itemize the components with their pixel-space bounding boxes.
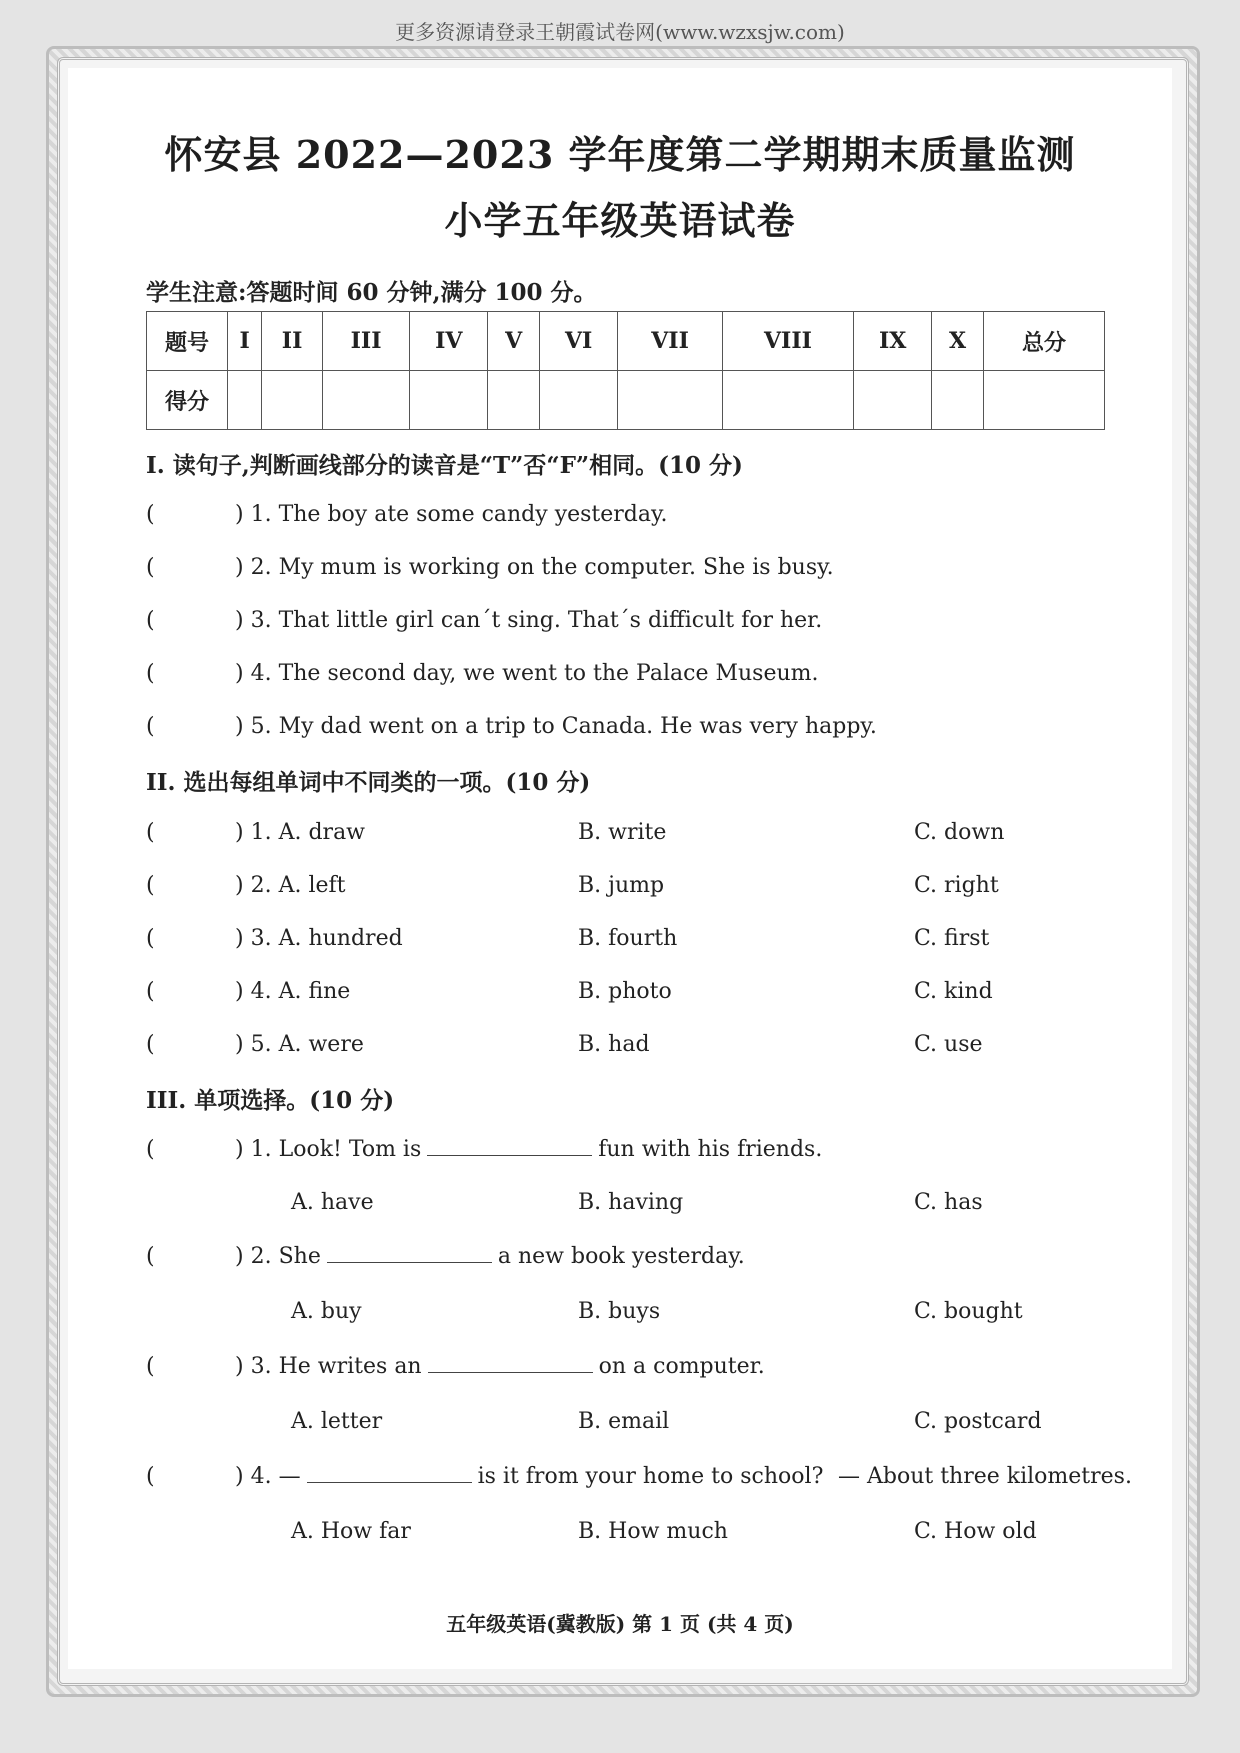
question-number: 5. — [250, 1032, 272, 1057]
answer-bracket-open[interactable]: ( — [146, 661, 155, 686]
option-a: A. letter — [291, 1409, 383, 1434]
answer-bracket-open[interactable]: ( — [146, 608, 155, 633]
question-text: My mum is working on the computer. She is busy. — [278, 555, 834, 580]
option-b: B. How much — [578, 1519, 728, 1544]
question-text-after-blank: fun with his friends. — [598, 1137, 823, 1162]
fill-in-blank[interactable] — [428, 1354, 593, 1373]
score-cell[interactable] — [540, 371, 618, 430]
option-a: A. buy — [291, 1299, 362, 1324]
score-col-10: X — [932, 312, 984, 371]
question-number: 4. — [250, 1464, 272, 1489]
option-b: B. buys — [578, 1299, 661, 1324]
answer-bracket-close: ) — [235, 1032, 244, 1057]
question-text: The boy ate some candy yesterday. — [278, 502, 668, 527]
fill-in-blank[interactable] — [427, 1137, 592, 1156]
option-a: A. fine — [278, 979, 351, 1004]
question-number: 2. — [250, 1244, 272, 1269]
score-col-8: VIII — [722, 312, 853, 371]
answer-bracket-close: ) — [235, 926, 244, 951]
option-a: A. left — [278, 873, 346, 898]
s3-question-2 — [146, 1244, 745, 1269]
s2-question-1 — [146, 820, 365, 845]
question-number: 1. — [250, 502, 272, 527]
option-c: C. right — [914, 873, 999, 898]
s1-question-3 — [146, 608, 822, 633]
question-number-label: 题号 — [147, 312, 228, 371]
option-a: A. have — [291, 1190, 374, 1215]
score-cell[interactable] — [722, 371, 853, 430]
score-col-3: III — [322, 312, 409, 371]
option-c: C. How old — [914, 1519, 1037, 1544]
page-footer: 五年级英语(冀教版) 第 1 页 (共 4 页) — [446, 1612, 794, 1636]
score-col-2: II — [262, 312, 323, 371]
score-cell[interactable] — [410, 371, 488, 430]
exam-title: 怀安县 2022—2023 学年度第二学期期末质量监测 — [164, 132, 1076, 177]
student-note: 学生注意:答题时间 60 分钟,满分 100 分。 — [146, 279, 597, 306]
question-text-before-blank: She — [278, 1244, 321, 1269]
score-cell[interactable] — [262, 371, 323, 430]
question-text-after-blank: on a computer. — [598, 1354, 765, 1379]
answer-bracket-close: ) — [235, 1354, 244, 1379]
answer-bracket-close: ) — [235, 979, 244, 1004]
option-b: B. jump — [578, 873, 665, 898]
option-a: A. hundred — [278, 926, 403, 951]
score-col-9: IX — [854, 312, 932, 371]
answer-bracket-open[interactable]: ( — [146, 1244, 155, 1269]
question-number: 2. — [250, 873, 272, 898]
question-number: 1. — [250, 820, 272, 845]
s1-question-2 — [146, 555, 834, 580]
score-cell[interactable] — [488, 371, 540, 430]
question-text-before-blank: Look! Tom is — [278, 1137, 422, 1162]
score-cell[interactable] — [932, 371, 984, 430]
answer-bracket-close: ) — [235, 714, 244, 739]
score-cell[interactable] — [228, 371, 262, 430]
exam-subtitle: 小学五年级英语试卷 — [444, 198, 796, 243]
score-col-7: VII — [618, 312, 723, 371]
question-number: 5. — [250, 714, 272, 739]
option-c: C. has — [914, 1190, 983, 1215]
section-1-heading: I. 读句子,判断画线部分的读音是“T”否“F”相同。(10 分) — [146, 452, 743, 479]
s2-question-4 — [146, 979, 350, 1004]
option-c: C. kind — [914, 979, 993, 1004]
section-2-heading: II. 选出每组单词中不同类的一项。(10 分) — [146, 769, 591, 796]
answer-bracket-close: ) — [235, 873, 244, 898]
answer-bracket-open[interactable]: ( — [146, 1464, 155, 1489]
s3-question-3 — [146, 1354, 765, 1379]
option-a: A. draw — [278, 820, 366, 845]
option-b: B. having — [578, 1190, 684, 1215]
option-c: C. postcard — [914, 1409, 1042, 1434]
answer-bracket-open[interactable]: ( — [146, 555, 155, 580]
score-cell[interactable] — [322, 371, 409, 430]
answer-bracket-close: ) — [235, 1464, 244, 1489]
option-a: A. were — [278, 1032, 364, 1057]
answer-bracket-open[interactable]: ( — [146, 979, 155, 1004]
score-cell[interactable] — [618, 371, 723, 430]
source-banner: 更多资源请登录王朝霞试卷网(www.wzxsjw.com) — [395, 20, 845, 44]
option-c: C. use — [914, 1032, 983, 1057]
answer-bracket-open[interactable]: ( — [146, 873, 155, 898]
answer-bracket-open[interactable]: ( — [146, 502, 155, 527]
option-c: C. down — [914, 820, 1005, 845]
question-number: 3. — [250, 608, 272, 633]
question-text: The second day, we went to the Palace Museum. — [278, 661, 819, 686]
score-col-6: VI — [540, 312, 618, 371]
question-text-after-blank: a new book yesterday. — [497, 1244, 745, 1269]
question-text-before-blank: — — [278, 1464, 301, 1489]
s2-question-3 — [146, 926, 403, 951]
answer-bracket-open[interactable]: ( — [146, 926, 155, 951]
score-cell[interactable] — [854, 371, 932, 430]
answer-bracket-open[interactable]: ( — [146, 1354, 155, 1379]
question-number: 4. — [250, 661, 272, 686]
answer-bracket-open[interactable]: ( — [146, 1137, 155, 1162]
answer-bracket-close: ) — [235, 502, 244, 527]
question-text: That little girl can´t sing. That´s difficult for her. — [278, 608, 823, 633]
answer-bracket-close: ) — [235, 661, 244, 686]
total-score-label: 总分 — [983, 312, 1104, 371]
score-table-score-row — [147, 371, 1105, 430]
question-number: 1. — [250, 1137, 272, 1162]
score-table-header-row — [147, 312, 1105, 371]
s2-question-5 — [146, 1032, 364, 1057]
option-b: B. write — [578, 820, 667, 845]
question-text: My dad went on a trip to Canada. He was very happy. — [278, 714, 877, 739]
score-label: 得分 — [147, 371, 228, 430]
answer-bracket-close: ) — [235, 1244, 244, 1269]
question-number: 4. — [250, 979, 272, 1004]
answer-bracket-open[interactable]: ( — [146, 714, 155, 739]
s1-question-5 — [146, 714, 877, 739]
s3-question-1 — [146, 1137, 822, 1162]
answer-bracket-close: ) — [235, 608, 244, 633]
option-b: B. had — [578, 1032, 650, 1057]
question-number: 3. — [250, 926, 272, 951]
answer-bracket-open[interactable]: ( — [146, 1032, 155, 1057]
score-cell[interactable] — [983, 371, 1104, 430]
option-b: B. email — [578, 1409, 670, 1434]
option-b: B. photo — [578, 979, 672, 1004]
question-text-after-blank: is it from your home to school? — [477, 1464, 824, 1489]
score-col-5: V — [488, 312, 540, 371]
s2-question-2 — [146, 873, 346, 898]
dialogue-reply: — About three kilometres. — [838, 1464, 1132, 1489]
fill-in-blank[interactable] — [327, 1244, 492, 1263]
option-c: C. bought — [914, 1299, 1023, 1324]
option-a: A. How far — [291, 1519, 411, 1544]
option-c: C. first — [914, 926, 990, 951]
question-text-before-blank: He writes an — [278, 1354, 422, 1379]
answer-bracket-open[interactable]: ( — [146, 820, 155, 845]
section-3-heading: III. 单项选择。(10 分) — [146, 1087, 395, 1114]
s1-question-4 — [146, 661, 819, 686]
fill-in-blank[interactable] — [307, 1464, 472, 1483]
score-col-1: I — [228, 312, 262, 371]
answer-bracket-close: ) — [235, 555, 244, 580]
option-b: B. fourth — [578, 926, 678, 951]
s1-question-1 — [146, 502, 668, 527]
answer-bracket-close: ) — [235, 820, 244, 845]
question-number: 3. — [250, 1354, 272, 1379]
score-table — [146, 311, 1105, 430]
answer-bracket-close: ) — [235, 1137, 244, 1162]
s3-question-4 — [146, 1464, 823, 1489]
question-number: 2. — [250, 555, 272, 580]
score-col-4: IV — [410, 312, 488, 371]
